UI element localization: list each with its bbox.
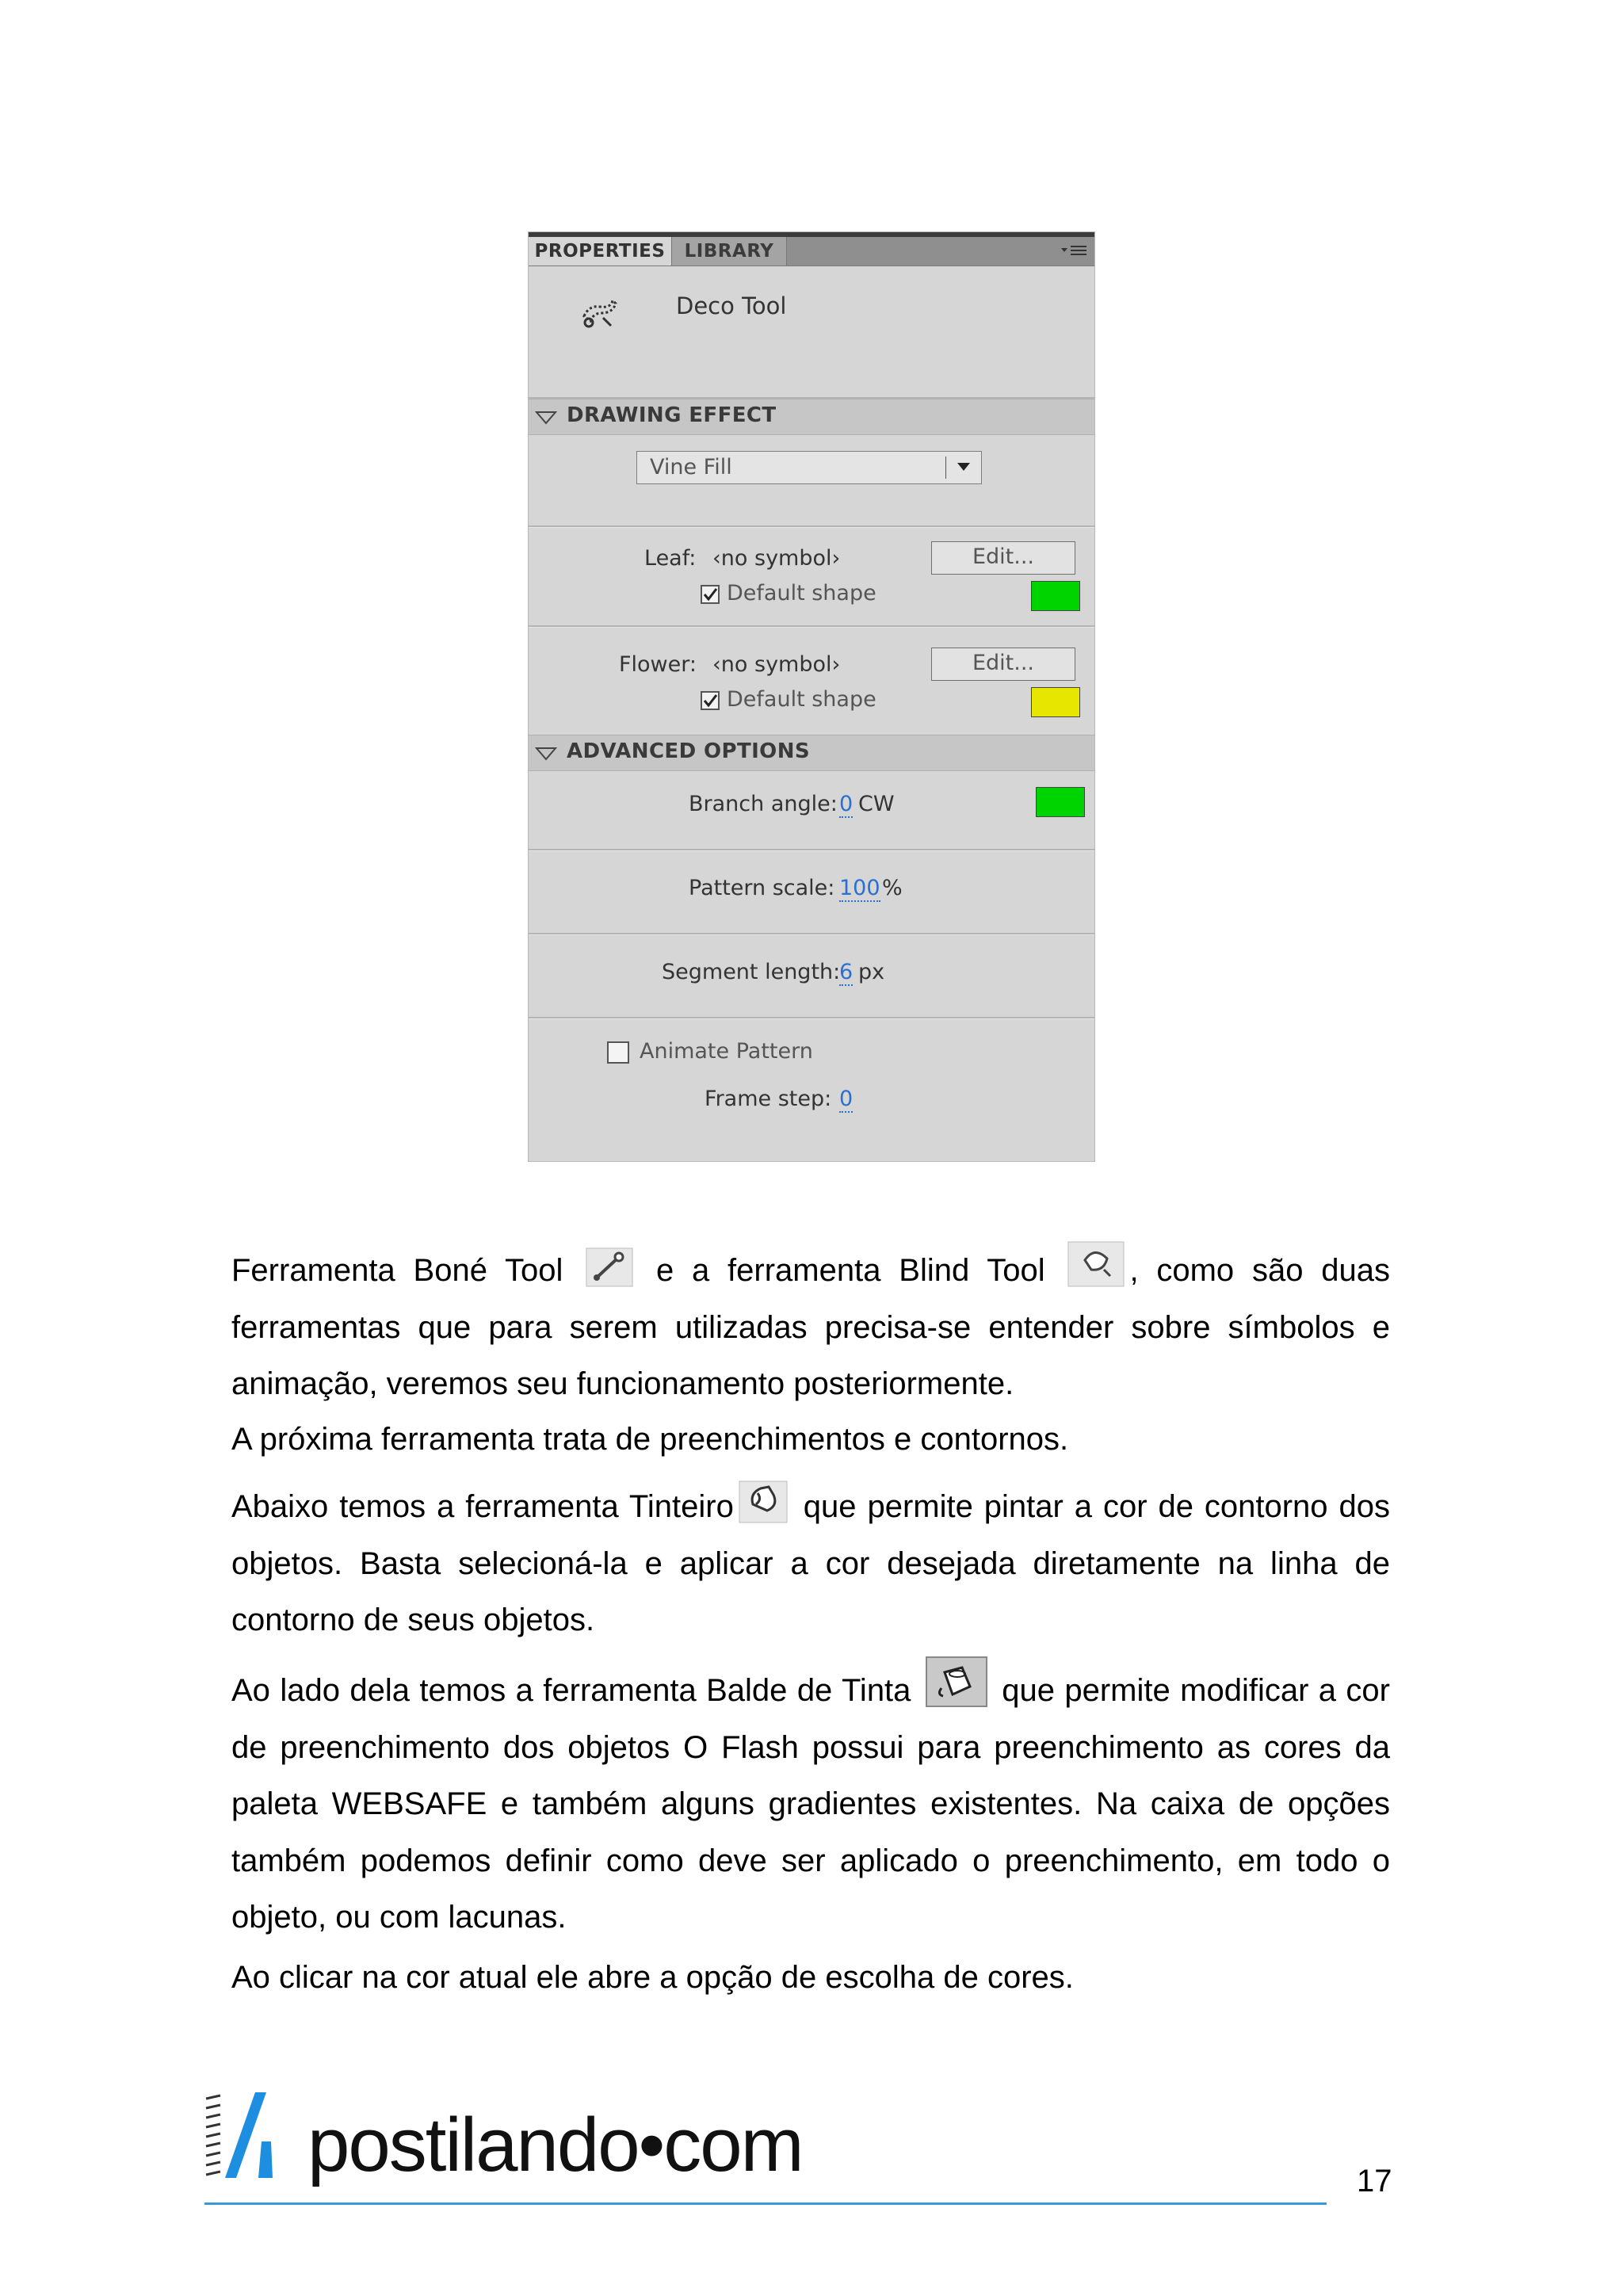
divider xyxy=(529,625,1094,628)
flower-default-shape-label: Default shape xyxy=(727,687,876,712)
paragraph-ink-bottle xyxy=(231,1479,1390,1649)
branch-angle-unit: CW xyxy=(858,792,895,816)
animate-pattern-checkbox[interactable] xyxy=(606,1041,630,1064)
postilando-logo-mark xyxy=(203,2091,292,2186)
section-label: ADVANCED OPTIONS xyxy=(567,739,810,763)
segment-length-label: Segment length: xyxy=(662,960,841,984)
branch-angle-value[interactable]: 0 xyxy=(839,792,854,816)
frame-step-value[interactable]: 0 xyxy=(839,1087,854,1111)
text-span: Ferramenta Boné Tool xyxy=(231,1253,563,1288)
flower-color-swatch[interactable] xyxy=(1031,687,1080,717)
leaf-edit-button[interactable]: Edit... xyxy=(931,541,1075,575)
pattern-scale-label: Pattern scale: xyxy=(689,876,835,900)
deco-tool-icon xyxy=(576,294,621,334)
section-label: DRAWING EFFECT xyxy=(567,403,777,427)
divider xyxy=(529,933,1094,935)
paragraph-color-choice: Ao clicar na cor atual ele abre a opção de escolha de cores. xyxy=(231,1960,1074,1995)
frame-step-label: Frame step: xyxy=(705,1087,832,1111)
leaf-symbol-value: ‹no symbol› xyxy=(712,546,841,571)
branch-color-swatch[interactable] xyxy=(1036,787,1085,817)
paragraph-paint-bucket xyxy=(231,1656,1390,1946)
leaf-default-shape-label: Default shape xyxy=(727,581,876,606)
select-separator xyxy=(945,457,946,479)
text-span: e a ferramenta Blind Tool xyxy=(655,1253,1045,1288)
pattern-scale-unit: % xyxy=(882,876,903,900)
paint-bucket-icon xyxy=(926,1656,987,1707)
divider xyxy=(529,1017,1094,1019)
page-number: 17 xyxy=(1357,2164,1392,2199)
ink-bottle-icon xyxy=(739,1480,788,1523)
panel-tab-row xyxy=(529,237,1094,266)
branch-angle-label: Branch angle: xyxy=(689,792,838,816)
drawing-effect-header[interactable] xyxy=(529,399,1094,435)
text-span: que permite pintar a cor de contorno dos objetos. Basta selecioná-la e aplicar a cor desejada diretamente na linha de contorno de seus objetos. xyxy=(231,1489,1390,1637)
segment-length-unit: px xyxy=(858,960,885,984)
tool-name: Deco Tool xyxy=(676,292,787,319)
collapse-triangle-icon xyxy=(535,747,557,761)
panel-menu-icon[interactable] xyxy=(1060,243,1091,259)
paragraph-fill-intro: A próxima ferramenta trata de preenchimentos e contornos. xyxy=(231,1422,1069,1457)
tab-properties[interactable]: PROPERTIES xyxy=(529,237,671,266)
properties-panel xyxy=(528,231,1095,1162)
collapse-triangle-icon xyxy=(535,411,557,425)
leaf-label: Leaf: xyxy=(644,546,697,571)
postilando-logo xyxy=(203,2084,803,2203)
text-span: que permite modificar a cor de preenchimento dos objetos O Flash possui para preenchimento as cores da paleta WEBSAFE e também alguns gradientes existentes. Na caixa de opções também podemos definir como deve ser aplicado o preenchimento, em todo o objeto, ou com lacunas. xyxy=(231,1673,1390,1935)
divider xyxy=(529,525,1094,528)
flower-default-shape-checkbox[interactable] xyxy=(700,690,720,711)
leaf-default-shape-checkbox[interactable] xyxy=(700,584,720,605)
text-span: , como são duas ferramentas que para serem utilizadas precisa-se entender sobre símbolos e animação, veremos seu funcionamento posteriormente. xyxy=(231,1253,1390,1401)
drawing-effect-select[interactable] xyxy=(636,451,982,484)
tab-library[interactable]: LIBRARY xyxy=(671,237,787,266)
text-span: Abaixo temos a ferramenta Tinteiro xyxy=(231,1489,734,1524)
bind-tool-icon xyxy=(1067,1241,1125,1287)
animate-pattern-label: Animate Pattern xyxy=(640,1039,813,1064)
leaf-color-swatch[interactable] xyxy=(1031,581,1080,611)
text-span: Ao lado dela temos a ferramenta Balde de Tinta xyxy=(231,1673,911,1708)
bone-tool-icon xyxy=(586,1247,633,1287)
flower-label: Flower: xyxy=(619,652,697,677)
logo-text: postilando•com xyxy=(307,2103,803,2187)
pattern-scale-value[interactable]: 100 xyxy=(839,876,880,900)
divider xyxy=(529,849,1094,851)
select-value: Vine Fill xyxy=(650,455,732,479)
flower-edit-button[interactable]: Edit... xyxy=(931,648,1075,681)
paragraph-bone-tools xyxy=(231,1241,1390,1413)
advanced-options-header[interactable] xyxy=(529,735,1094,771)
chevron-down-icon xyxy=(954,459,973,475)
flower-symbol-value: ‹no symbol› xyxy=(712,652,841,677)
segment-length-value[interactable]: 6 xyxy=(839,960,854,984)
footer-divider xyxy=(204,2202,1327,2205)
